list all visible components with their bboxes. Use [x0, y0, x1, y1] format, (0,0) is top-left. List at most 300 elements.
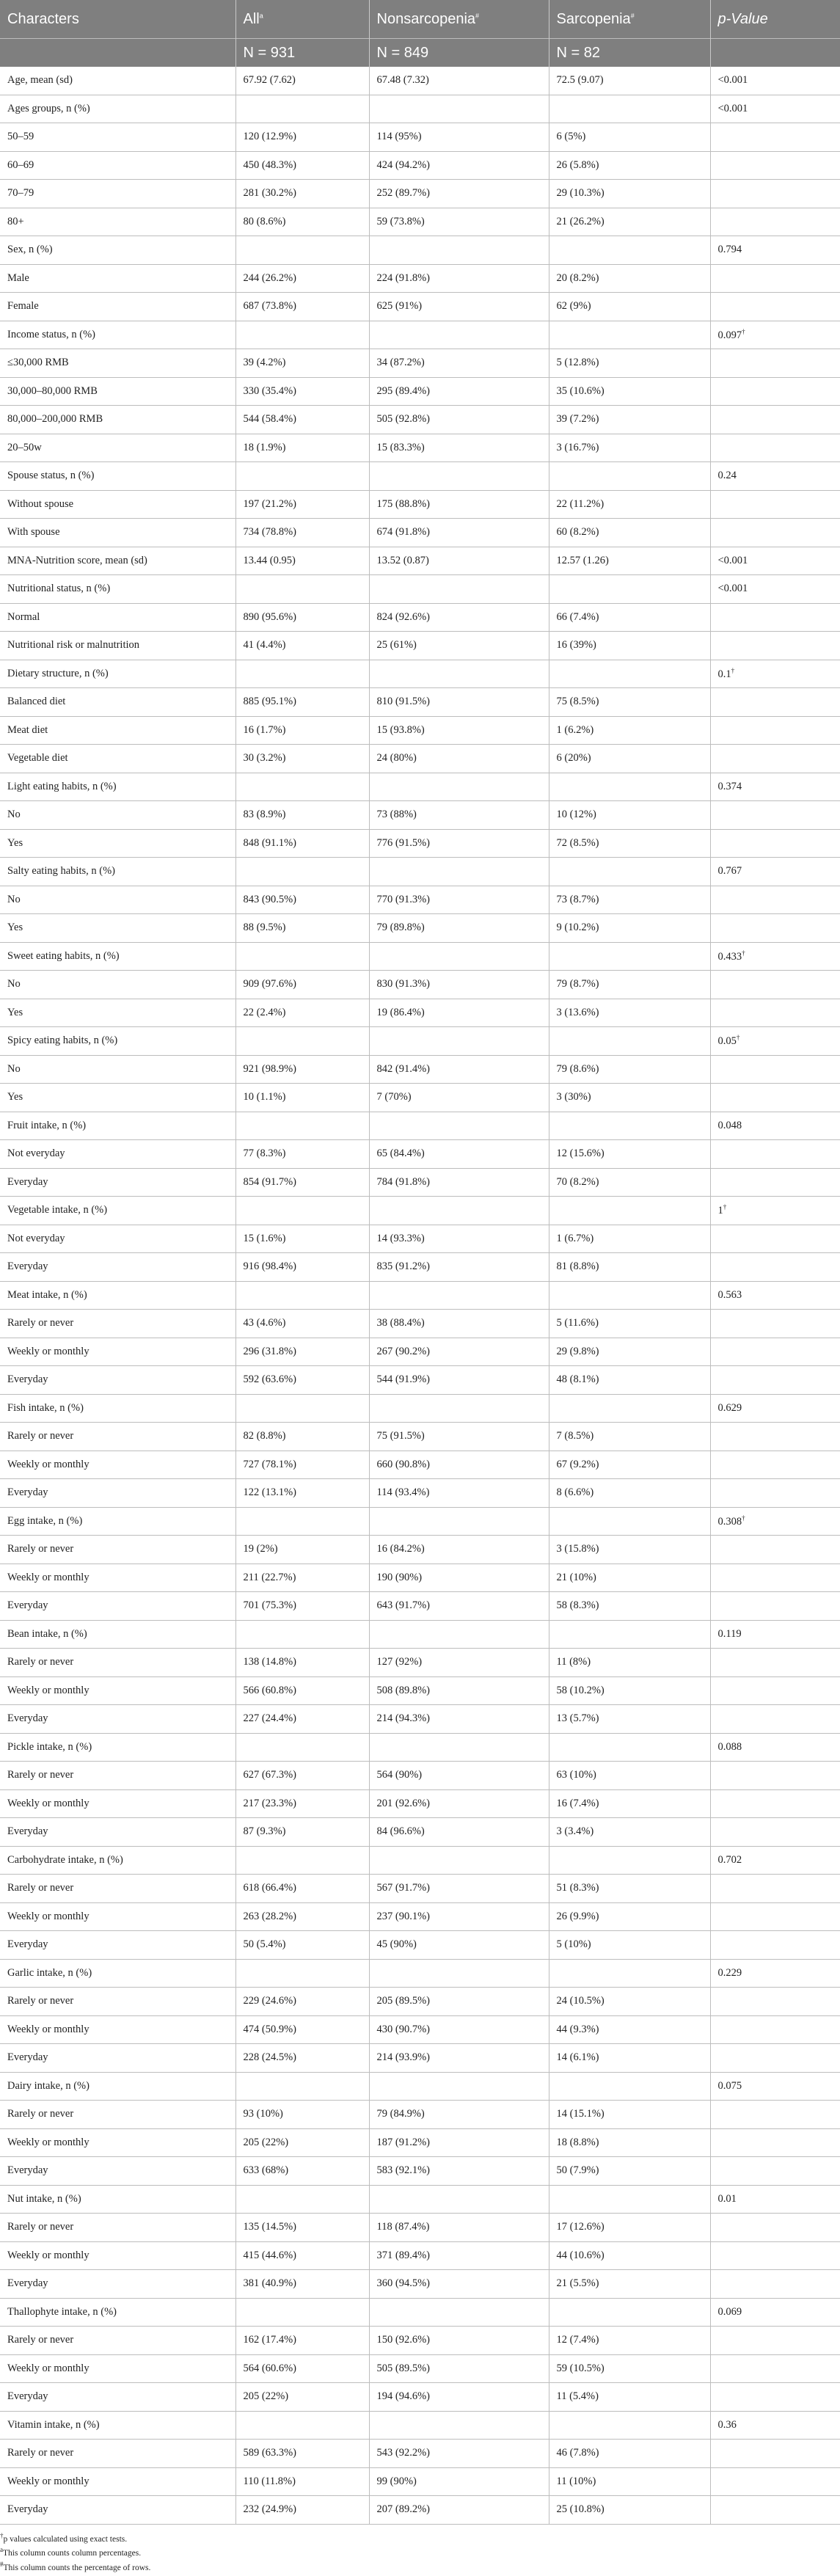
cell-nonsarcopenia: 34 (87.2%)	[369, 349, 549, 378]
header-characters: Characters	[0, 0, 235, 39]
cell-nonsarcopenia: 564 (90%)	[369, 1762, 549, 1790]
cell-characteristic: ≤30,000 RMB	[0, 349, 235, 378]
table-row	[0, 2411, 840, 2440]
cell-characteristic: 60–69	[0, 151, 235, 180]
cell-all: 589 (63.3%)	[235, 2440, 369, 2468]
cell-all: 381 (40.9%)	[235, 2270, 369, 2299]
cell-nonsarcopenia: 15 (83.3%)	[369, 434, 549, 462]
cell-all	[235, 1620, 369, 1649]
cell-sarcopenia	[549, 942, 710, 971]
cell-pvalue	[710, 1931, 840, 1960]
cell-sarcopenia: 12.57 (1.26)	[549, 547, 710, 575]
cell-nonsarcopenia: 508 (89.8%)	[369, 1676, 549, 1705]
table-row	[0, 2241, 840, 2270]
table-row	[0, 1281, 840, 1310]
cell-pvalue: 0.119	[710, 1620, 840, 1649]
cell-pvalue	[710, 264, 840, 293]
cell-all: 281 (30.2%)	[235, 180, 369, 208]
cell-pvalue: <0.001	[710, 547, 840, 575]
cell-sarcopenia	[549, 95, 710, 123]
cell-characteristic: Weekly or monthly	[0, 2128, 235, 2157]
cell-all: 19 (2%)	[235, 1536, 369, 1564]
cell-sarcopenia: 3 (13.6%)	[549, 999, 710, 1027]
cell-all: 50 (5.4%)	[235, 1931, 369, 1960]
table-row	[0, 632, 840, 660]
cell-nonsarcopenia	[369, 1733, 549, 1762]
table-row	[0, 1846, 840, 1875]
cell-pvalue	[710, 886, 840, 914]
cell-nonsarcopenia: 770 (91.3%)	[369, 886, 549, 914]
footnote-column-percent: $^a$This column counts column percentages.	[0, 2546, 142, 2558]
cell-pvalue	[710, 2496, 840, 2525]
table-row	[0, 1507, 840, 1536]
table-row	[0, 1168, 840, 1197]
table-row	[0, 1055, 840, 1084]
table-row	[0, 1902, 840, 1931]
cell-sarcopenia: 11 (8%)	[549, 1649, 710, 1677]
cell-all: 633 (68%)	[235, 2157, 369, 2186]
header-n-all: N = 931	[235, 39, 369, 67]
cell-all: 67.92 (7.62)	[235, 67, 369, 95]
cell-nonsarcopenia: 150 (92.6%)	[369, 2327, 549, 2355]
cell-sarcopenia: 3 (30%)	[549, 1084, 710, 1112]
cell-characteristic: Not everyday	[0, 1140, 235, 1169]
cell-nonsarcopenia: 79 (89.8%)	[369, 914, 549, 943]
table-row	[0, 547, 840, 575]
table-row	[0, 2440, 840, 2468]
table-row	[0, 1253, 840, 1282]
cell-sarcopenia	[549, 1846, 710, 1875]
cell-sarcopenia	[549, 1281, 710, 1310]
cell-characteristic: Everyday	[0, 1592, 235, 1621]
cell-characteristic: Rarely or never	[0, 2327, 235, 2355]
cell-sarcopenia: 79 (8.7%)	[549, 971, 710, 999]
cell-nonsarcopenia: 842 (91.4%)	[369, 1055, 549, 1084]
cell-pvalue: 0.01	[710, 2185, 840, 2214]
cell-sarcopenia	[549, 1959, 710, 1988]
cell-pvalue	[710, 1988, 840, 2016]
cell-characteristic: Dietary structure, n (%)	[0, 660, 235, 688]
cell-all	[235, 2298, 369, 2327]
cell-sarcopenia	[549, 2185, 710, 2214]
cell-pvalue	[710, 1253, 840, 1282]
cell-all: 77 (8.3%)	[235, 1140, 369, 1169]
cell-pvalue	[710, 519, 840, 547]
cell-nonsarcopenia: 583 (92.1%)	[369, 2157, 549, 2186]
cell-all: 627 (67.3%)	[235, 1762, 369, 1790]
cell-all: 727 (78.1%)	[235, 1451, 369, 1479]
cell-pvalue	[710, 801, 840, 830]
cell-all: 162 (17.4%)	[235, 2327, 369, 2355]
cell-nonsarcopenia	[369, 1112, 549, 1140]
cell-characteristic: Age, mean (sd)	[0, 67, 235, 95]
cell-all	[235, 1394, 369, 1423]
cell-nonsarcopenia: 207 (89.2%)	[369, 2496, 549, 2525]
cell-pvalue	[710, 1225, 840, 1253]
table-row	[0, 2101, 840, 2129]
cell-characteristic: Nutritional status, n (%)	[0, 575, 235, 604]
cell-nonsarcopenia	[369, 462, 549, 491]
cell-nonsarcopenia: 45 (90%)	[369, 1931, 549, 1960]
cell-sarcopenia	[549, 2072, 710, 2101]
cell-all: 16 (1.7%)	[235, 716, 369, 745]
table-row	[0, 1140, 840, 1169]
cell-sarcopenia: 12 (7.4%)	[549, 2327, 710, 2355]
table-row	[0, 123, 840, 152]
cell-all: 474 (50.9%)	[235, 2015, 369, 2044]
cell-all: 88 (9.5%)	[235, 914, 369, 943]
cell-all: 263 (28.2%)	[235, 1902, 369, 1931]
cell-characteristic: Yes	[0, 999, 235, 1027]
cell-characteristic: Rarely or never	[0, 1988, 235, 2016]
cell-pvalue: 0.433†	[710, 942, 840, 971]
cell-sarcopenia: 58 (10.2%)	[549, 1676, 710, 1705]
cell-characteristic: Nut intake, n (%)	[0, 2185, 235, 2214]
cell-sarcopenia: 59 (10.5%)	[549, 2354, 710, 2383]
cell-nonsarcopenia: 295 (89.4%)	[369, 377, 549, 406]
cell-all: 43 (4.6%)	[235, 1310, 369, 1338]
cell-all: 122 (13.1%)	[235, 1479, 369, 1508]
table-row	[0, 67, 840, 95]
table-row	[0, 406, 840, 434]
cell-all: 83 (8.9%)	[235, 801, 369, 830]
cell-pvalue	[710, 1423, 840, 1451]
cell-nonsarcopenia: 205 (89.5%)	[369, 1988, 549, 2016]
cell-all	[235, 858, 369, 886]
cell-pvalue: 0.048	[710, 1112, 840, 1140]
cell-all	[235, 462, 369, 491]
cell-nonsarcopenia: 7 (70%)	[369, 1084, 549, 1112]
cell-characteristic: Female	[0, 293, 235, 321]
cell-all: 228 (24.5%)	[235, 2044, 369, 2073]
cell-pvalue	[710, 2270, 840, 2299]
cell-sarcopenia: 39 (7.2%)	[549, 406, 710, 434]
cell-sarcopenia: 46 (7.8%)	[549, 2440, 710, 2468]
cell-sarcopenia: 16 (39%)	[549, 632, 710, 660]
header-all: All$^a$	[235, 0, 369, 39]
cell-characteristic: Without spouse	[0, 490, 235, 519]
cell-characteristic: Weekly or monthly	[0, 1564, 235, 1592]
table-row	[0, 2185, 840, 2214]
cell-pvalue	[710, 2101, 840, 2129]
table-row	[0, 1366, 840, 1395]
table-row	[0, 2298, 840, 2327]
cell-characteristic: No	[0, 801, 235, 830]
cell-pvalue	[710, 1310, 840, 1338]
table-row	[0, 1112, 840, 1140]
cell-sarcopenia	[549, 1112, 710, 1140]
cell-sarcopenia: 11 (10%)	[549, 2467, 710, 2496]
cell-nonsarcopenia	[369, 773, 549, 801]
cell-nonsarcopenia: 15 (93.8%)	[369, 716, 549, 745]
cell-pvalue: 0.563	[710, 1281, 840, 1310]
table-row	[0, 2015, 840, 2044]
cell-characteristic: Spouse status, n (%)	[0, 462, 235, 491]
cell-pvalue	[710, 2015, 840, 2044]
cell-pvalue	[710, 1676, 840, 1705]
cell-sarcopenia: 73 (8.7%)	[549, 886, 710, 914]
table-row	[0, 462, 840, 491]
cell-pvalue	[710, 151, 840, 180]
cell-all: 211 (22.7%)	[235, 1564, 369, 1592]
footnote-exact-tests: †p values calculated using exact tests.	[0, 2531, 128, 2544]
table-row	[0, 575, 840, 604]
cell-nonsarcopenia: 19 (86.4%)	[369, 999, 549, 1027]
cell-all: 848 (91.1%)	[235, 829, 369, 858]
table-row	[0, 2128, 840, 2157]
cell-sarcopenia	[549, 2411, 710, 2440]
cell-all	[235, 575, 369, 604]
cell-nonsarcopenia	[369, 2411, 549, 2440]
cell-all: 197 (21.2%)	[235, 490, 369, 519]
cell-sarcopenia	[549, 575, 710, 604]
cell-sarcopenia: 21 (10%)	[549, 1564, 710, 1592]
cell-all: 544 (58.4%)	[235, 406, 369, 434]
table-row	[0, 914, 840, 943]
cell-all	[235, 1197, 369, 1225]
cell-pvalue	[710, 490, 840, 519]
cell-sarcopenia: 58 (8.3%)	[549, 1592, 710, 1621]
cell-nonsarcopenia: 360 (94.5%)	[369, 2270, 549, 2299]
cell-pvalue	[710, 971, 840, 999]
cell-sarcopenia: 3 (15.8%)	[549, 1536, 710, 1564]
cell-sarcopenia	[549, 236, 710, 265]
cell-sarcopenia: 48 (8.1%)	[549, 1366, 710, 1395]
cell-nonsarcopenia: 660 (90.8%)	[369, 1451, 549, 1479]
cell-pvalue	[710, 2157, 840, 2186]
cell-characteristic: Fruit intake, n (%)	[0, 1112, 235, 1140]
cell-pvalue: 0.069	[710, 2298, 840, 2327]
cell-pvalue	[710, 208, 840, 236]
table-row	[0, 1310, 840, 1338]
cell-sarcopenia	[549, 1197, 710, 1225]
cell-characteristic: Everyday	[0, 1253, 235, 1282]
cell-characteristic: Yes	[0, 914, 235, 943]
cell-sarcopenia: 79 (8.6%)	[549, 1055, 710, 1084]
cell-characteristic: Everyday	[0, 2383, 235, 2412]
cell-characteristic: Income status, n (%)	[0, 321, 235, 349]
cell-nonsarcopenia: 810 (91.5%)	[369, 688, 549, 717]
cell-characteristic: Weekly or monthly	[0, 1676, 235, 1705]
cell-nonsarcopenia	[369, 2185, 549, 2214]
cell-nonsarcopenia: 75 (91.5%)	[369, 1423, 549, 1451]
cell-nonsarcopenia: 224 (91.8%)	[369, 264, 549, 293]
cell-characteristic: Rarely or never	[0, 1649, 235, 1677]
cell-pvalue	[710, 1168, 840, 1197]
cell-characteristic: Rarely or never	[0, 2440, 235, 2468]
cell-characteristic: Not everyday	[0, 1225, 235, 1253]
cell-sarcopenia: 51 (8.3%)	[549, 1875, 710, 1903]
cell-sarcopenia: 11 (5.4%)	[549, 2383, 710, 2412]
cell-characteristic: Weekly or monthly	[0, 2354, 235, 2383]
cell-pvalue	[710, 1875, 840, 1903]
cell-all: 138 (14.8%)	[235, 1649, 369, 1677]
cell-characteristic: Spicy eating habits, n (%)	[0, 1027, 235, 1056]
cell-nonsarcopenia: 201 (92.6%)	[369, 1789, 549, 1818]
cell-sarcopenia: 22 (11.2%)	[549, 490, 710, 519]
cell-all: 916 (98.4%)	[235, 1253, 369, 1282]
header-pvalue: p-Value	[710, 0, 840, 39]
cell-characteristic: Yes	[0, 829, 235, 858]
cell-characteristic: Balanced diet	[0, 688, 235, 717]
cell-pvalue	[710, 632, 840, 660]
cell-all	[235, 660, 369, 688]
table-row	[0, 321, 840, 349]
cell-nonsarcopenia: 784 (91.8%)	[369, 1168, 549, 1197]
cell-nonsarcopenia: 424 (94.2%)	[369, 151, 549, 180]
cell-sarcopenia: 70 (8.2%)	[549, 1168, 710, 1197]
cell-characteristic: Weekly or monthly	[0, 1902, 235, 1931]
table-row	[0, 801, 840, 830]
cell-all: 227 (24.4%)	[235, 1705, 369, 1734]
cell-sarcopenia: 16 (7.4%)	[549, 1789, 710, 1818]
cell-nonsarcopenia: 24 (80%)	[369, 745, 549, 773]
cell-nonsarcopenia	[369, 858, 549, 886]
cell-sarcopenia: 18 (8.8%)	[549, 2128, 710, 2157]
cell-pvalue	[710, 999, 840, 1027]
cell-all	[235, 1281, 369, 1310]
cell-pvalue	[710, 1902, 840, 1931]
cell-characteristic: Salty eating habits, n (%)	[0, 858, 235, 886]
table-row	[0, 1084, 840, 1112]
cell-nonsarcopenia	[369, 2298, 549, 2327]
cell-nonsarcopenia: 38 (88.4%)	[369, 1310, 549, 1338]
cell-pvalue	[710, 2044, 840, 2073]
table-row	[0, 2467, 840, 2496]
cell-nonsarcopenia: 776 (91.5%)	[369, 829, 549, 858]
cell-characteristic: Egg intake, n (%)	[0, 1507, 235, 1536]
cell-pvalue	[710, 293, 840, 321]
cell-pvalue	[710, 1338, 840, 1366]
cell-nonsarcopenia	[369, 575, 549, 604]
cell-nonsarcopenia: 371 (89.4%)	[369, 2241, 549, 2270]
cell-characteristic: Meat diet	[0, 716, 235, 745]
cell-sarcopenia	[549, 1507, 710, 1536]
table-row	[0, 2044, 840, 2073]
cell-nonsarcopenia	[369, 2072, 549, 2101]
cell-pvalue	[710, 2214, 840, 2242]
cell-characteristic: Rarely or never	[0, 2101, 235, 2129]
cell-all: 885 (95.1%)	[235, 688, 369, 717]
cell-nonsarcopenia: 67.48 (7.32)	[369, 67, 549, 95]
cell-nonsarcopenia: 674 (91.8%)	[369, 519, 549, 547]
cell-pvalue	[710, 1789, 840, 1818]
cell-sarcopenia	[549, 858, 710, 886]
cell-all: 296 (31.8%)	[235, 1338, 369, 1366]
cell-sarcopenia: 75 (8.5%)	[549, 688, 710, 717]
cell-sarcopenia: 13 (5.7%)	[549, 1705, 710, 1734]
cell-characteristic: Weekly or monthly	[0, 2015, 235, 2044]
table-row	[0, 1394, 840, 1423]
cell-sarcopenia: 24 (10.5%)	[549, 1988, 710, 2016]
table-row	[0, 95, 840, 123]
header-n-nonsarcopenia: N = 849	[369, 39, 549, 67]
cell-nonsarcopenia: 118 (87.4%)	[369, 2214, 549, 2242]
cell-nonsarcopenia: 65 (84.4%)	[369, 1140, 549, 1169]
cell-pvalue: 0.702	[710, 1846, 840, 1875]
cell-pvalue	[710, 349, 840, 378]
cell-pvalue	[710, 1140, 840, 1169]
cell-nonsarcopenia: 187 (91.2%)	[369, 2128, 549, 2157]
table-row	[0, 1733, 840, 1762]
cell-all: 82 (8.8%)	[235, 1423, 369, 1451]
cell-all: 205 (22%)	[235, 2128, 369, 2157]
cell-characteristic: Rarely or never	[0, 1423, 235, 1451]
cell-nonsarcopenia	[369, 942, 549, 971]
cell-nonsarcopenia: 73 (88%)	[369, 801, 549, 830]
cell-nonsarcopenia	[369, 1027, 549, 1056]
cell-pvalue: 0.05†	[710, 1027, 840, 1056]
cell-all: 205 (22%)	[235, 2383, 369, 2412]
cell-nonsarcopenia	[369, 1281, 549, 1310]
cell-characteristic: With spouse	[0, 519, 235, 547]
cell-nonsarcopenia	[369, 1846, 549, 1875]
footnotes	[0, 2525, 840, 2574]
table-row	[0, 1762, 840, 1790]
cell-pvalue: 0.097†	[710, 321, 840, 349]
cell-sarcopenia: 72.5 (9.07)	[549, 67, 710, 95]
cell-pvalue	[710, 603, 840, 632]
cell-characteristic: Weekly or monthly	[0, 1789, 235, 1818]
table-row	[0, 1479, 840, 1508]
cell-characteristic: Bean intake, n (%)	[0, 1620, 235, 1649]
cell-characteristic: Ages groups, n (%)	[0, 95, 235, 123]
cell-pvalue: 0.308†	[710, 1507, 840, 1536]
cell-sarcopenia: 5 (11.6%)	[549, 1310, 710, 1338]
cell-characteristic: Thallophyte intake, n (%)	[0, 2298, 235, 2327]
cell-nonsarcopenia: 194 (94.6%)	[369, 2383, 549, 2412]
cell-nonsarcopenia: 824 (92.6%)	[369, 603, 549, 632]
cell-all	[235, 236, 369, 265]
cell-pvalue	[710, 2128, 840, 2157]
table-row	[0, 2214, 840, 2242]
table-body	[0, 67, 840, 2524]
cell-all: 415 (44.6%)	[235, 2241, 369, 2270]
cell-all: 854 (91.7%)	[235, 1168, 369, 1197]
cell-characteristic: MNA-Nutrition score, mean (sd)	[0, 547, 235, 575]
cell-pvalue: <0.001	[710, 67, 840, 95]
cell-characteristic: 30,000–80,000 RMB	[0, 377, 235, 406]
table-row	[0, 1225, 840, 1253]
cell-all	[235, 1507, 369, 1536]
cell-all: 15 (1.6%)	[235, 1225, 369, 1253]
cell-nonsarcopenia: 214 (94.3%)	[369, 1705, 549, 1734]
cell-all: 10 (1.1%)	[235, 1084, 369, 1112]
cell-characteristic: Sweet eating habits, n (%)	[0, 942, 235, 971]
cell-sarcopenia: 6 (5%)	[549, 123, 710, 152]
table-row	[0, 2327, 840, 2355]
cell-sarcopenia: 3 (16.7%)	[549, 434, 710, 462]
cell-sarcopenia: 20 (8.2%)	[549, 264, 710, 293]
cell-pvalue	[710, 1536, 840, 1564]
cell-all: 18 (1.9%)	[235, 434, 369, 462]
header-nonsarcopenia: Nonsarcopenia#	[369, 0, 549, 39]
cell-characteristic: No	[0, 886, 235, 914]
cell-sarcopenia: 29 (10.3%)	[549, 180, 710, 208]
table-row	[0, 2157, 840, 2186]
cell-nonsarcopenia	[369, 1507, 549, 1536]
cell-sarcopenia: 21 (26.2%)	[549, 208, 710, 236]
cell-all: 450 (48.3%)	[235, 151, 369, 180]
cell-pvalue	[710, 716, 840, 745]
cell-characteristic: Everyday	[0, 1479, 235, 1508]
cell-all: 566 (60.8%)	[235, 1676, 369, 1705]
cell-characteristic: Everyday	[0, 2157, 235, 2186]
cell-pvalue	[710, 1818, 840, 1847]
cell-sarcopenia: 44 (10.6%)	[549, 2241, 710, 2270]
cell-pvalue: 0.075	[710, 2072, 840, 2101]
cell-all	[235, 2185, 369, 2214]
